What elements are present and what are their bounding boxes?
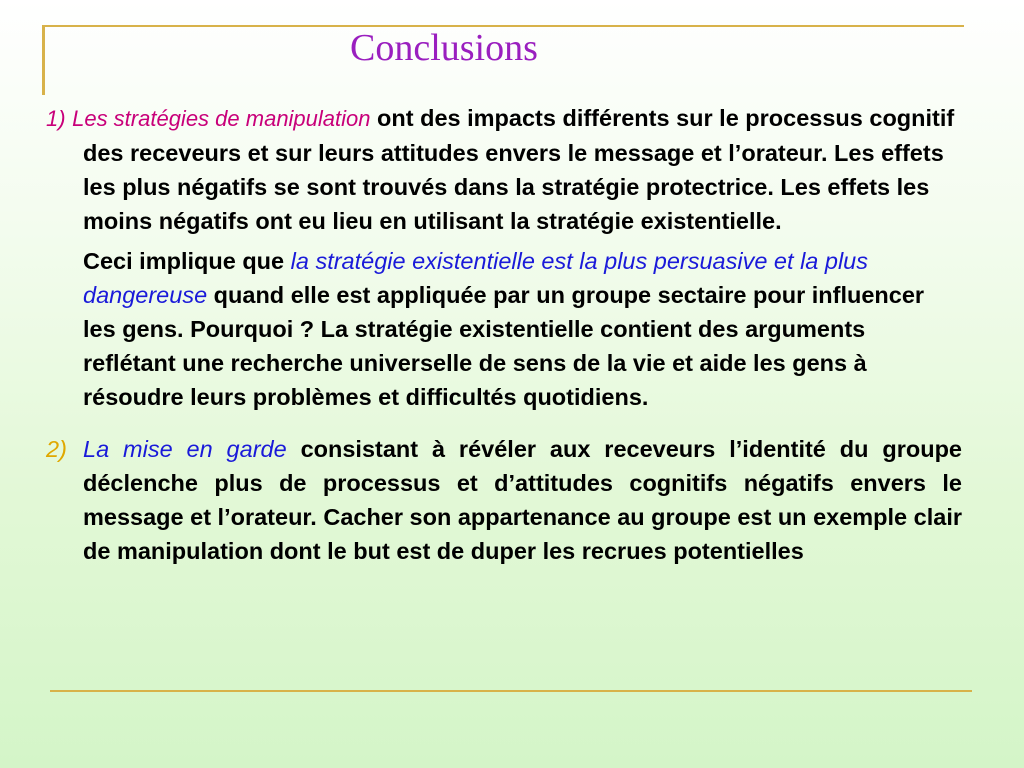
point-1-lead: Les stratégies de manipulation [72,106,371,131]
point-1-follow-text: quand elle est appliquée par un groupe sectaire pour influencer les gens. Pourquoi ? La stratégie existentielle contient des arguments reflétant une recherche universelle de sens de la vie et aide les gens à résoudre leurs problèmes et difficultés quotidiens. [83,282,925,410]
point-2-lead: La mise en garde [83,436,287,462]
point-1-number: 1) [46,106,66,131]
point-2-text: consistant à révéler aux receveurs l’identité du groupe déclenche plus de processus et d’attitudes cognitifs négatifs envers le message et l’orateur. Cacher son appartenance au groupe est un exemple clair de manipulation dont le but est de duper les recrues potentielles [83,436,962,564]
slide-body [46,101,962,568]
footer-rule [50,690,972,692]
conclusion-point-1-follow [46,244,962,414]
conclusion-point-2 [46,432,962,568]
point-1-text: ont des impacts différents sur le processus cognitif des receveurs et sur leurs attitudes envers le message et l’orateur. Les effets les plus négatifs se sont trouvés dans la stratégie protectrice. Les effets les moins négatifs ont eu lieu en utilisant la stratégie existentielle. [83,105,955,234]
slide-title: Conclusions [350,27,538,69]
point-1-follow-emphasis: la stratégie existentielle est la plus persuasive et la plus dangereuse [83,248,868,308]
point-1-follow-prefix: Ceci implique que [83,248,285,274]
title-frame-left-rule [42,25,45,95]
point-2-number: 2) [46,436,67,462]
conclusion-point-1 [46,101,962,238]
